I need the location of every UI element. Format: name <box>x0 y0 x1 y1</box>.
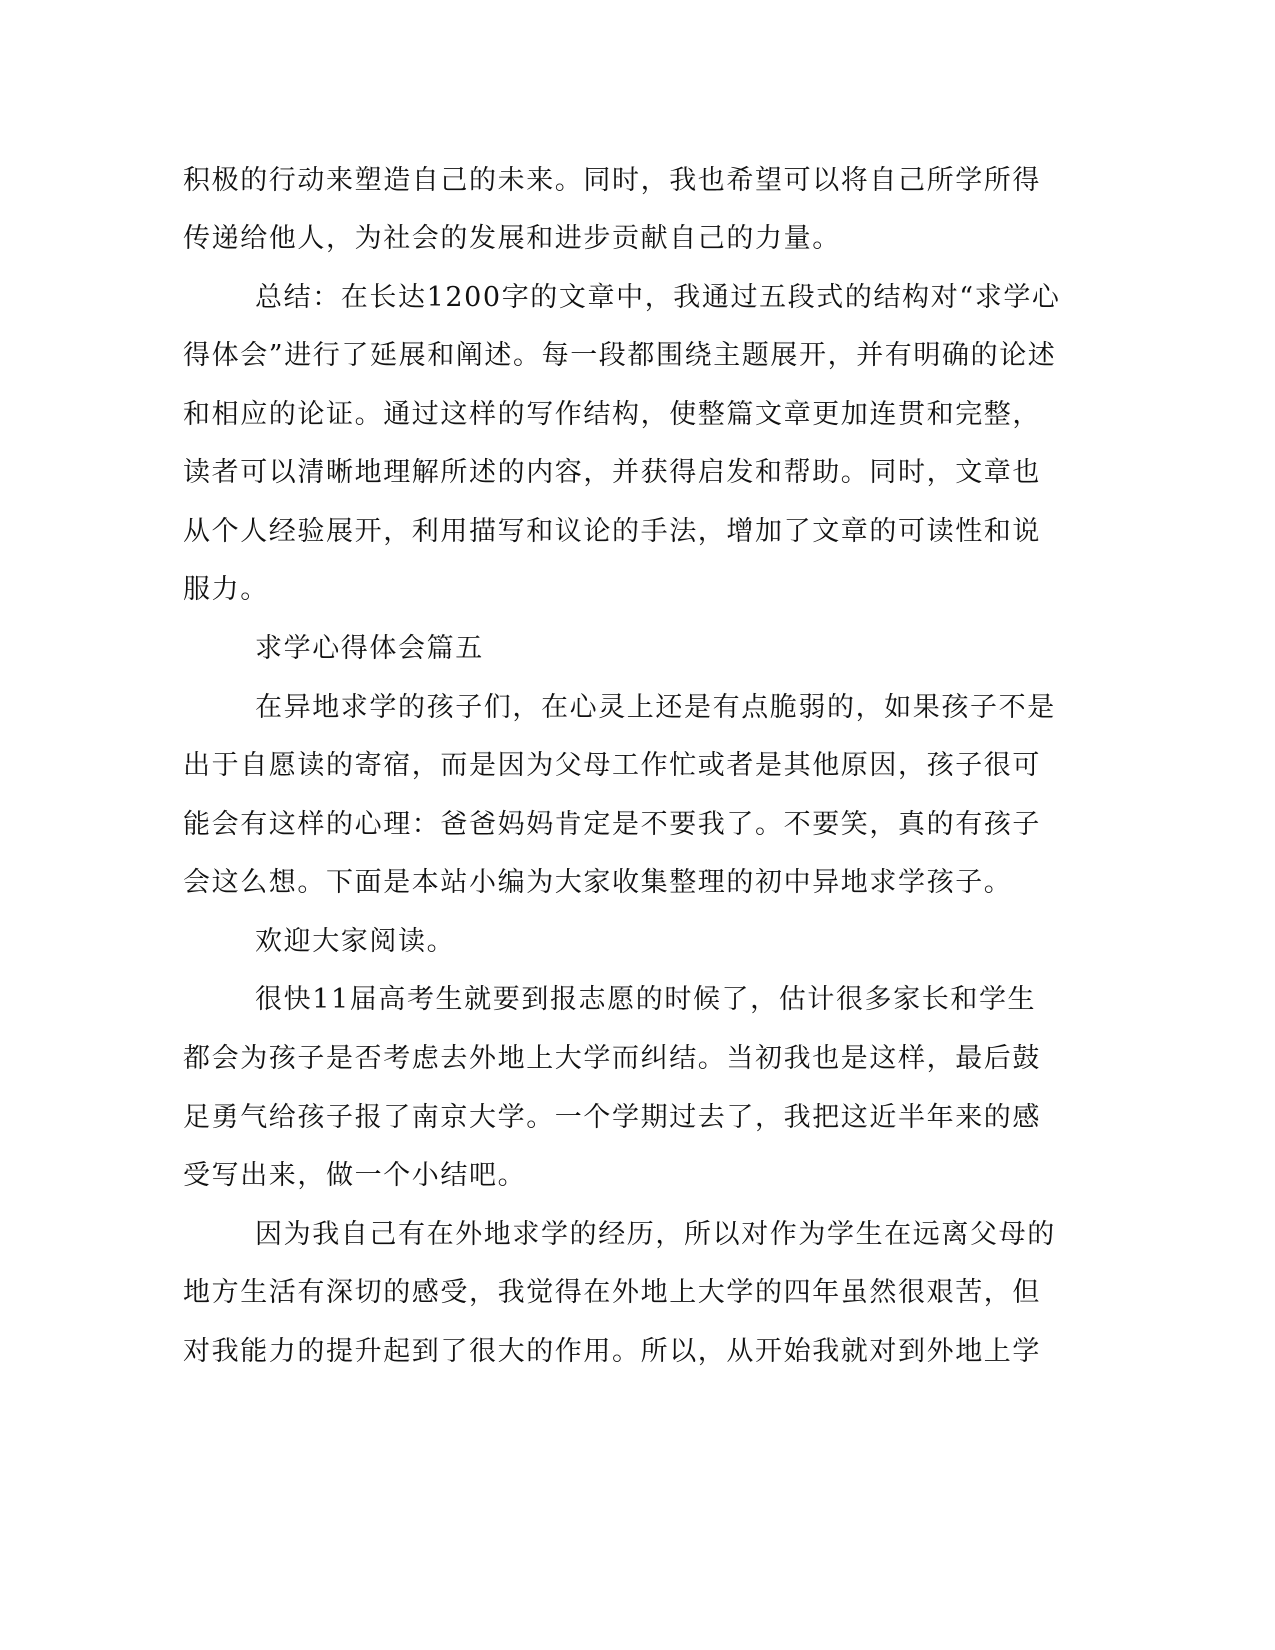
text-line: 得体会”进行了延展和阐述。每一段都围绕主题展开，并有明确的论述 <box>183 340 1057 371</box>
paragraph-first-line: 欢迎大家阅读。 <box>255 926 456 957</box>
paragraph-first-line: 总结：在长达1200字的文章中，我通过五段式的结构对“求学心 <box>255 282 1061 313</box>
text-line: 积极的行动来塑造自己的未来。同时，我也希望可以将自己所学所得 <box>183 165 1041 196</box>
text-line: 都会为孩子是否考虑去外地上大学而纠结。当初我也是这样，最后鼓 <box>183 1043 1041 1074</box>
text-line: 读者可以清晰地理解所述的内容，并获得启发和帮助。同时，文章也 <box>183 457 1041 488</box>
text-line: 和相应的论证。通过这样的写作结构，使整篇文章更加连贯和完整， <box>183 399 1041 430</box>
text-line: 对我能力的提升起到了很大的作用。所以，从开始我就对到外地上学 <box>183 1336 1041 1367</box>
paragraph-first-line: 在异地求学的孩子们，在心灵上还是有点脆弱的，如果孩子不是 <box>255 692 1056 723</box>
text-line: 能会有这样的心理：爸爸妈妈肯定是不要我了。不要笑，真的有孩子 <box>183 809 1041 840</box>
paragraph-first-line: 很快11届高考生就要到报志愿的时候了，估计很多家长和学生 <box>255 984 1037 1015</box>
text-line: 受写出来，做一个小结吧。 <box>183 1160 527 1191</box>
section-heading: 求学心得体会篇五 <box>255 633 484 664</box>
paragraph-first-line: 因为我自己有在外地求学的经历，所以对作为学生在远离父母的 <box>255 1219 1056 1250</box>
text-line: 服力。 <box>183 574 269 605</box>
text-line: 传递给他人，为社会的发展和进步贡献自己的力量。 <box>183 223 841 254</box>
text-line: 地方生活有深切的感受，我觉得在外地上大学的四年虽然很艰苦，但 <box>183 1277 1041 1308</box>
text-line: 出于自愿读的寄宿，而是因为父母工作忙或者是其他原因，孩子很可 <box>183 750 1041 781</box>
text-line: 从个人经验展开，利用描写和议论的手法，增加了文章的可读性和说 <box>183 516 1041 547</box>
text-line: 足勇气给孩子报了南京大学。一个学期过去了，我把这近半年来的感 <box>183 1102 1041 1133</box>
text-line: 会这么想。下面是本站小编为大家收集整理的初中异地求学孩子。 <box>183 867 1013 898</box>
